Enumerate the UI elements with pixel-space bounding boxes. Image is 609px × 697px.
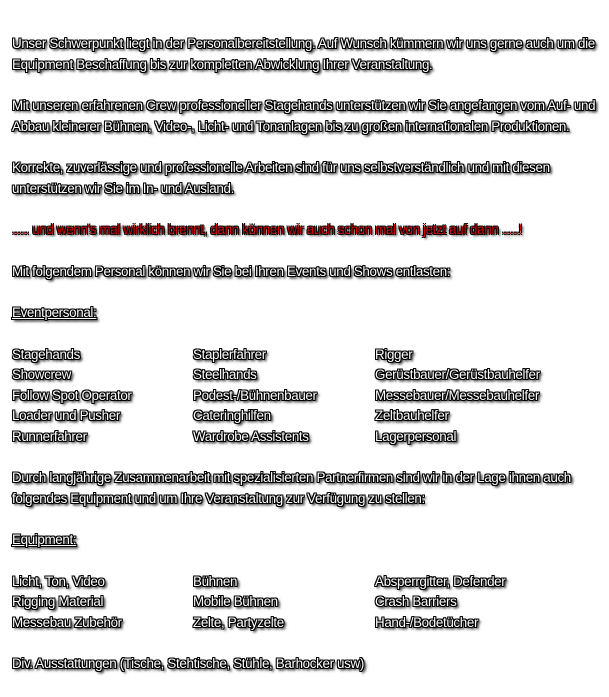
eventpersonal-list [12, 345, 605, 448]
list-item: Messebau Zubehör [12, 614, 122, 630]
equipment-heading: Equipment: [12, 532, 77, 547]
list-item: Showcrew [12, 367, 71, 382]
list-item: Cateringhilfen [193, 408, 271, 423]
list-item: Wardrobe Assistents [193, 428, 309, 444]
list-item: Zelte, Partyzelte [193, 614, 284, 630]
list-item: Messebauer/Messebauhelfer [375, 387, 539, 403]
staff-intro: Mit folgendem Personal können wir Sie bei Ihren Events und Shows entlasten: [12, 263, 451, 279]
list-item: Gerüstbauer/Gerüstbauhelfer [375, 367, 540, 382]
list-item: Zeltbauhelfer [375, 408, 449, 423]
list-item: Runnerfahrer [12, 428, 87, 444]
list-item: Staplerfahrer [193, 346, 266, 362]
list-item: Mobile Bühnen [193, 594, 278, 609]
list-item: Lagerpersonal [375, 428, 457, 444]
list-item: Licht, Ton, Video [12, 573, 105, 589]
list-item: Loader und Pusher [12, 408, 120, 423]
list-item: Hand-/Bodetücher [375, 614, 479, 630]
list-item: Rigging Material [12, 594, 104, 609]
highlight-text: ..... und wenn's mal wirklich brennt, dann können wir auch schon mal von jetzt auf dann .....! [12, 222, 523, 237]
footer-note: Div. Ausstattungen (Tische, Stehtische, Stühle, Barhocker usw) [12, 656, 364, 671]
list-item: Rigger [375, 346, 413, 362]
list-item: Follow Spot Operator [12, 387, 132, 403]
intro-paragraph-2: Mit unseren erfahrenen Crew professioneller Stagehands unterstützen wir Sie angefangen vom Auf- und Abbau kleinerer Bühnen, Video-, Licht- und Tonanlagen bis zu großen internationalen Produktionen. [12, 98, 596, 134]
list-item: Podest-/Bühnenbauer [193, 387, 317, 403]
eventpersonal-heading: Eventpersonal: [12, 305, 97, 320]
list-item: Crash Barriers [375, 594, 457, 609]
intro-paragraph-1: Unser Schwerpunkt liegt in der Personalbereitstellung. Auf Wunsch kümmern wir uns gerne auch um die Equipment Beschaffung bis zur kompletten Abwicklung Ihrer Veranstaltung. [12, 36, 595, 72]
list-item: Stagehands [12, 346, 80, 362]
intro-paragraph-3: Korrekte, zuverlässige und professionelle Arbeiten sind für uns selbstverständlich und mit diesen unterstützen wir Sie im In- und Ausland. [12, 160, 550, 196]
list-item: Bühnen [193, 573, 238, 589]
list-item: Steelhands [193, 367, 257, 382]
list-item: Absperrgitter, Defender [375, 573, 506, 589]
equipment-intro: Durch langjährige Zusammenarbeit mit spezialisierten Partnerfirmen sind wir in der Lage ihnen auch folgendes Equipment und um Ihre Veranstaltung zur Verfügung zu stellen: [12, 470, 571, 506]
equipment-list [12, 572, 605, 634]
